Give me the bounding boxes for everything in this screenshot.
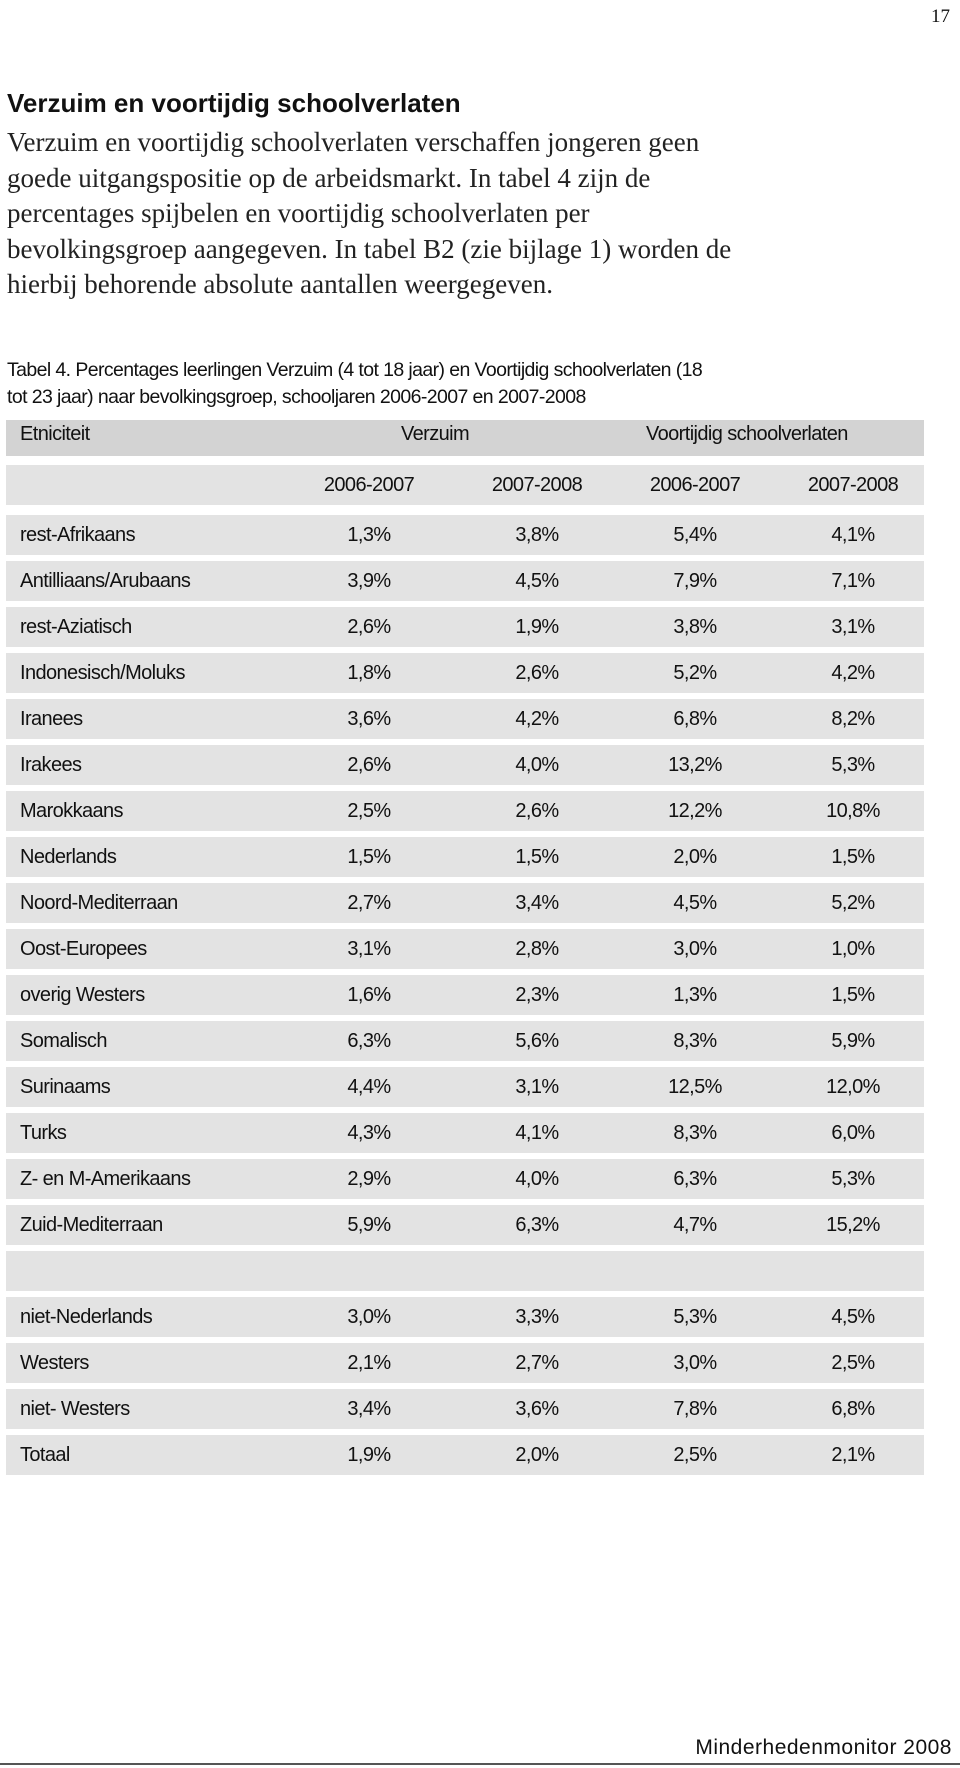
table-cell: 3,1% bbox=[831, 616, 875, 638]
table-cell: 5,2% bbox=[673, 662, 717, 684]
table-cell: 2,1% bbox=[347, 1352, 391, 1374]
row-label: rest-Afrikaans bbox=[20, 524, 135, 546]
table-cell: 6,3% bbox=[515, 1214, 559, 1236]
table-cell: 5,3% bbox=[831, 754, 875, 776]
table-cell: 2,7% bbox=[347, 892, 391, 914]
table-cell: 5,4% bbox=[673, 524, 717, 546]
table-cell: 12,2% bbox=[668, 800, 722, 822]
table-cell: 2,7% bbox=[515, 1352, 559, 1374]
row-label: Totaal bbox=[20, 1444, 70, 1466]
table-cell: 10,8% bbox=[826, 800, 880, 822]
table-cell: 5,3% bbox=[673, 1306, 717, 1328]
row-label: Indonesisch/Moluks bbox=[20, 662, 185, 684]
intro-line: goede uitgangspositie op de arbeidsmarkt. In tabel 4 zijn de bbox=[7, 162, 651, 193]
table-cell: 2,6% bbox=[347, 616, 391, 638]
table-cell: 4,1% bbox=[831, 524, 875, 546]
table-row bbox=[6, 745, 924, 785]
table-cell: 12,5% bbox=[668, 1076, 722, 1098]
table-row bbox=[6, 1389, 924, 1429]
table-cell: 2,6% bbox=[347, 754, 391, 776]
table-cell: 4,0% bbox=[515, 1168, 559, 1190]
table-cell: 1,0% bbox=[831, 938, 875, 960]
table-row bbox=[6, 883, 924, 923]
table-cell: 8,3% bbox=[673, 1122, 717, 1144]
caption-line: tot 23 jaar) naar bevolkingsgroep, schooljaren 2006-2007 en 2007-2008 bbox=[7, 386, 586, 408]
footer-rule bbox=[0, 1763, 960, 1765]
row-label: Marokkaans bbox=[20, 800, 123, 822]
table-cell: 1,8% bbox=[347, 662, 391, 684]
table-cell: 2,5% bbox=[673, 1444, 717, 1466]
page-number: 17 bbox=[931, 6, 950, 27]
data-table bbox=[6, 420, 924, 1481]
table-row bbox=[6, 1343, 924, 1383]
footer-title: Minderhedenmonitor 2008 bbox=[695, 1736, 952, 1759]
row-label: Westers bbox=[20, 1352, 89, 1374]
table-cell: 2,8% bbox=[515, 938, 559, 960]
table-row bbox=[6, 699, 924, 739]
table-cell: 2,3% bbox=[515, 984, 559, 1006]
table-cell: 2,0% bbox=[515, 1444, 559, 1466]
table-cell: 4,2% bbox=[831, 662, 875, 684]
year-header: 2007-2008 bbox=[491, 474, 583, 496]
table-cell: 3,3% bbox=[515, 1306, 559, 1328]
table-cell: 6,8% bbox=[673, 708, 717, 730]
table-cell: 4,4% bbox=[347, 1076, 391, 1098]
table-cell: 7,9% bbox=[673, 570, 717, 592]
row-label: niet- Westers bbox=[20, 1398, 130, 1420]
row-label: overig Westers bbox=[20, 984, 145, 1006]
table-cell: 1,5% bbox=[515, 846, 559, 868]
table-cell: 3,6% bbox=[347, 708, 391, 730]
table-cell: 2,6% bbox=[515, 662, 559, 684]
row-label: Somalisch bbox=[20, 1030, 107, 1052]
table-cell: 4,1% bbox=[515, 1122, 559, 1144]
table-cell: 4,5% bbox=[831, 1306, 875, 1328]
table-cell: 6,0% bbox=[831, 1122, 875, 1144]
table-cell: 8,3% bbox=[673, 1030, 717, 1052]
year-header: 2006-2007 bbox=[323, 474, 415, 496]
table-row bbox=[6, 1297, 924, 1337]
row-label: Nederlands bbox=[20, 846, 117, 868]
table-row bbox=[6, 791, 924, 831]
row-label: Surinaams bbox=[20, 1076, 111, 1098]
table-cell: 4,7% bbox=[673, 1214, 717, 1236]
row-label: rest-Aziatisch bbox=[20, 616, 132, 638]
table-row bbox=[6, 1113, 924, 1153]
table-cell: 1,3% bbox=[347, 524, 391, 546]
row-label: Antilliaans/Arubaans bbox=[20, 570, 191, 592]
table-cell: 4,3% bbox=[347, 1122, 391, 1144]
table-row bbox=[6, 1067, 924, 1107]
table-cell: 1,3% bbox=[673, 984, 717, 1006]
table-cell: 1,5% bbox=[831, 846, 875, 868]
table-cell: 4,5% bbox=[673, 892, 717, 914]
table-cell: 12,0% bbox=[826, 1076, 880, 1098]
table-cell: 8,2% bbox=[831, 708, 875, 730]
table-cell: 6,3% bbox=[347, 1030, 391, 1052]
table-cell: 3,0% bbox=[347, 1306, 391, 1328]
row-label: Zuid-Mediterraan bbox=[20, 1214, 163, 1236]
table-row bbox=[6, 837, 924, 877]
table-row bbox=[6, 1435, 924, 1475]
table-row bbox=[6, 975, 924, 1015]
table-cell: 7,8% bbox=[673, 1398, 717, 1420]
table-cell: 3,8% bbox=[673, 616, 717, 638]
table-cell: 5,3% bbox=[831, 1168, 875, 1190]
table-cell: 4,2% bbox=[515, 708, 559, 730]
table-header-row bbox=[6, 420, 924, 456]
row-label: Noord-Mediterraan bbox=[20, 892, 178, 914]
table-caption bbox=[7, 357, 907, 411]
section-heading: Verzuim en voortijdig schoolverlaten bbox=[7, 88, 461, 118]
caption-line: Tabel 4. Percentages leerlingen Verzuim (4 tot 18 jaar) en Voortijdig schoolverlaten (18 bbox=[7, 359, 703, 381]
table-row bbox=[6, 1159, 924, 1199]
table-cell: 5,2% bbox=[831, 892, 875, 914]
table-cell: 7,1% bbox=[831, 570, 875, 592]
table-row bbox=[6, 515, 924, 555]
table-cell: 4,5% bbox=[515, 570, 559, 592]
table-cell: 3,1% bbox=[347, 938, 391, 960]
row-label: niet-Nederlands bbox=[20, 1306, 153, 1328]
intro-line: percentages spijbelen en voortijdig schoolverlaten per bbox=[7, 198, 590, 229]
table-cell: 1,6% bbox=[347, 984, 391, 1006]
table-cell: 3,0% bbox=[673, 1352, 717, 1374]
table-cell: 2,9% bbox=[347, 1168, 391, 1190]
table-row bbox=[6, 607, 924, 647]
table-cell: 3,9% bbox=[347, 570, 391, 592]
table-row bbox=[6, 1205, 924, 1245]
table-cell: 2,0% bbox=[673, 846, 717, 868]
header-voortijdig: Voortijdig schoolverlaten bbox=[646, 423, 848, 445]
intro-paragraph bbox=[7, 125, 907, 303]
table-cell: 2,1% bbox=[831, 1444, 875, 1466]
table-cell: 4,0% bbox=[515, 754, 559, 776]
table-cell: 3,0% bbox=[673, 938, 717, 960]
intro-line: hierbij behorende absolute aantallen weergegeven. bbox=[7, 269, 554, 300]
table-row bbox=[6, 561, 924, 601]
header-etniciteit: Etniciteit bbox=[20, 423, 90, 445]
header-verzuim: Verzuim bbox=[401, 423, 470, 445]
table-separator-row bbox=[6, 1251, 924, 1291]
table-cell: 1,5% bbox=[831, 984, 875, 1006]
table-cell: 6,8% bbox=[831, 1398, 875, 1420]
table-year-row bbox=[6, 465, 924, 505]
table-cell: 2,5% bbox=[347, 800, 391, 822]
table-cell: 3,8% bbox=[515, 524, 559, 546]
table-cell: 3,1% bbox=[515, 1076, 559, 1098]
table-cell: 1,9% bbox=[347, 1444, 391, 1466]
table-cell: 5,9% bbox=[831, 1030, 875, 1052]
intro-line: bevolkingsgroep aangegeven. In tabel B2 (zie bijlage 1) worden de bbox=[7, 233, 732, 264]
table-cell: 1,9% bbox=[515, 616, 559, 638]
table-cell: 1,5% bbox=[347, 846, 391, 868]
row-label: Turks bbox=[20, 1122, 67, 1144]
table-cell: 3,6% bbox=[515, 1398, 559, 1420]
table-cell: 3,4% bbox=[515, 892, 559, 914]
table-cell: 6,3% bbox=[673, 1168, 717, 1190]
table-row bbox=[6, 1021, 924, 1061]
year-header: 2007-2008 bbox=[807, 474, 899, 496]
table-cell: 13,2% bbox=[668, 754, 722, 776]
table-cell: 2,6% bbox=[515, 800, 559, 822]
row-label: Iranees bbox=[20, 708, 83, 730]
table-row bbox=[6, 929, 924, 969]
table-cell: 15,2% bbox=[826, 1214, 880, 1236]
intro-line: Verzuim en voortijdig schoolverlaten verschaffen jongeren geen bbox=[7, 127, 700, 157]
table-cell: 3,4% bbox=[347, 1398, 391, 1420]
table-row bbox=[6, 653, 924, 693]
table-cell: 5,9% bbox=[347, 1214, 391, 1236]
table-cell: 5,6% bbox=[515, 1030, 559, 1052]
year-header: 2006-2007 bbox=[649, 474, 741, 496]
row-label: Oost-Europees bbox=[20, 938, 147, 960]
table-cell: 2,5% bbox=[831, 1352, 875, 1374]
row-label: Irakees bbox=[20, 754, 82, 776]
row-label: Z- en M-Amerikaans bbox=[20, 1168, 191, 1190]
